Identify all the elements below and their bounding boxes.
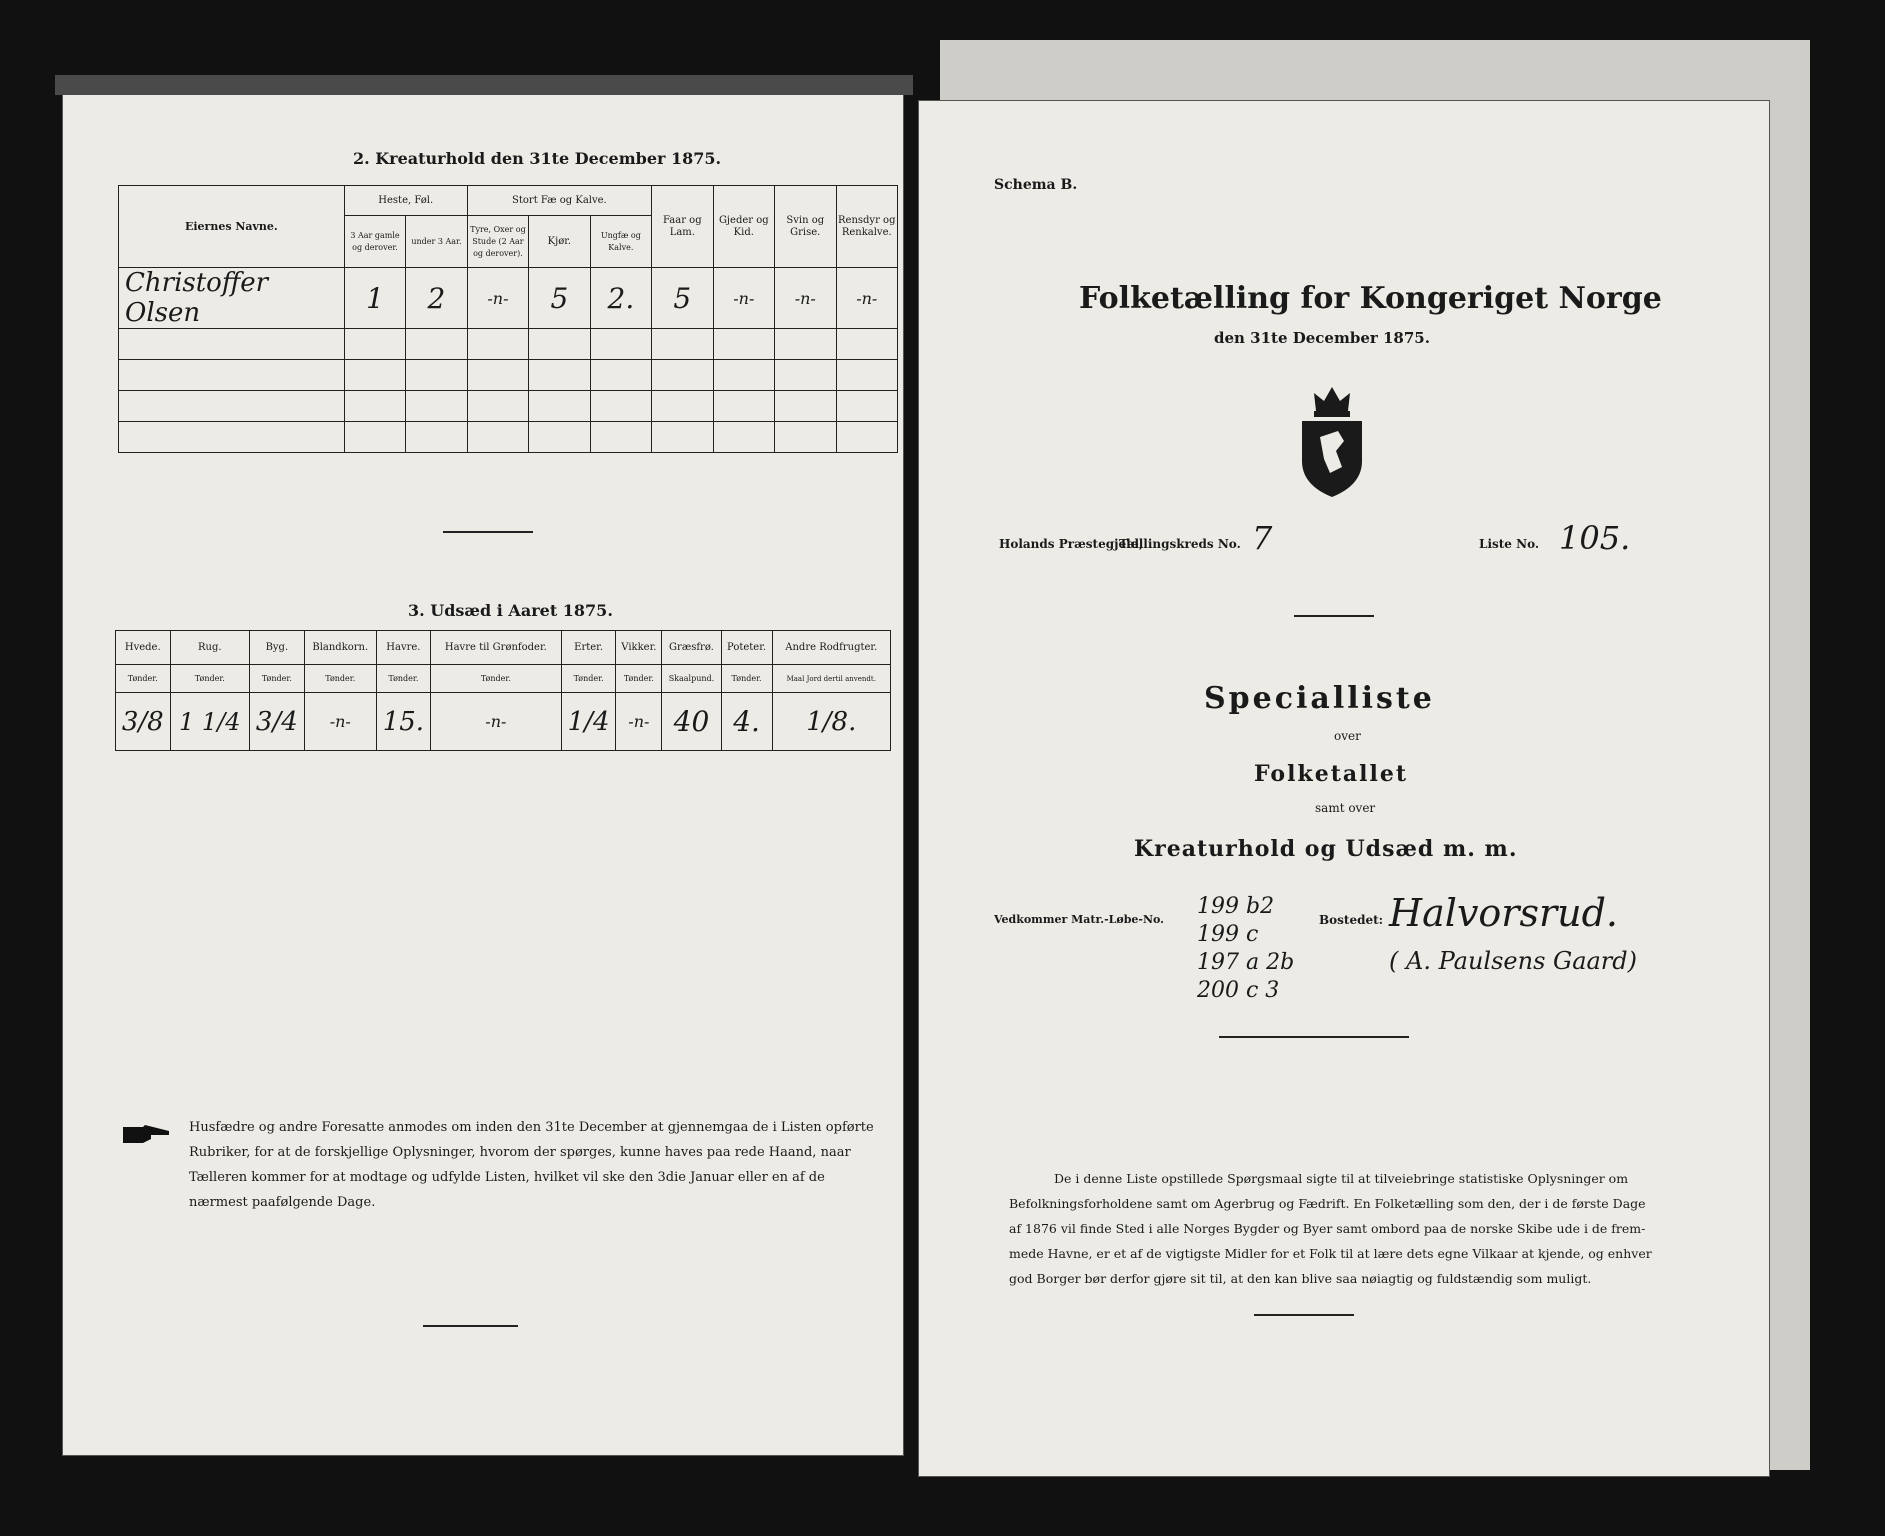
table-row	[119, 329, 898, 360]
value-cell: 1	[344, 268, 405, 329]
livestock-table	[118, 185, 898, 453]
seed-value: 15.	[376, 693, 430, 751]
seed-unit: Tønder.	[250, 665, 305, 693]
kreaturhold-heading: Kreaturhold og Udsæd m. m.	[1134, 836, 1518, 862]
right-page	[918, 100, 1770, 1477]
seed-header: Havre til Grønfoder.	[430, 631, 561, 665]
seed-header: Græsfrø.	[662, 631, 721, 665]
seed-unit: Tønder.	[430, 665, 561, 693]
divider	[423, 1325, 518, 1327]
schema-label: Schema B.	[994, 177, 1078, 193]
table-row	[119, 422, 898, 453]
tyre-header: Tyre, Oxer og Stude (2 Aar og derover).	[467, 216, 528, 268]
liste-label: Liste No.	[1479, 537, 1540, 551]
footer-line: Befolkningsforholdene samt om Agerbrug og Fædrift. En Folketælling som den, der i de første Dage	[1009, 1196, 1646, 1211]
left-page	[62, 84, 904, 1456]
value-cell: -n-	[467, 268, 528, 329]
tellingskreds-label: Tællingskreds No.	[1119, 537, 1241, 551]
heste-young-header: under 3 Aar.	[406, 216, 467, 268]
seed-header: Hvede.	[116, 631, 171, 665]
folketallet-heading: Folketallet	[1254, 761, 1408, 787]
kjor-header: Kjør.	[529, 216, 590, 268]
owner-name: Christoffer Olsen	[119, 268, 345, 329]
seed-value: -n-	[304, 693, 376, 751]
section3-title: 3. Udsæd i Aaret 1875.	[408, 601, 613, 620]
bosted-label: Bostedet:	[1319, 913, 1384, 927]
matr-values	[1197, 893, 1294, 1005]
rensdyr-header: Rensdyr og Renkalve.	[836, 186, 898, 268]
seed-header: Andre Rodfrugter.	[772, 631, 890, 665]
matr-value: 200 c 3	[1197, 978, 1280, 1003]
seed-unit: Tønder.	[116, 665, 171, 693]
table-row	[119, 360, 898, 391]
liste-value: 105.	[1559, 519, 1631, 557]
bosted-value: Halvorsrud.	[1389, 891, 1619, 935]
seed-value: 1/4	[561, 693, 616, 751]
seed-header: Byg.	[250, 631, 305, 665]
samt-over-text: samt over	[1315, 801, 1376, 815]
page-edge-shadow	[55, 75, 913, 95]
seed-header: Erter.	[561, 631, 616, 665]
divider	[1294, 615, 1374, 617]
seed-unit: Tønder.	[561, 665, 616, 693]
notice-line: Husfædre og andre Foresatte anmodes om inden den 31te December at gjennemgaa de i Listen opførte	[189, 1120, 874, 1135]
notice-text	[189, 1115, 889, 1215]
seed-value: 1/8.	[772, 693, 890, 751]
seed-header: Vikker.	[616, 631, 662, 665]
table-row	[116, 693, 891, 751]
document-title: Folketælling for Kongeriget Norge	[1079, 281, 1662, 316]
svin-header: Svin og Grise.	[775, 186, 836, 268]
seed-value: 3/8	[116, 693, 171, 751]
bosted-note: ( A. Paulsens Gaard)	[1389, 947, 1638, 975]
seed-unit: Tønder.	[616, 665, 662, 693]
seed-value: 40	[662, 693, 721, 751]
seed-header: Poteter.	[721, 631, 772, 665]
divider	[1254, 1314, 1354, 1316]
seed-value: 4.	[721, 693, 772, 751]
owner-header: Eiernes Navne.	[119, 186, 345, 268]
over-text: over	[1334, 729, 1361, 743]
ungfae-header: Ungfæ og Kalve.	[590, 216, 651, 268]
value-cell: -n-	[775, 268, 836, 329]
tellingskreds-value: 7	[1252, 519, 1273, 557]
matr-value: 197 a 2b	[1197, 950, 1295, 975]
section2-title: 2. Kreaturhold den 31te December 1875.	[353, 149, 722, 168]
prestegjeld-label: Holands Præstegjeld,	[999, 537, 1144, 551]
notice-line: Rubriker, for at de forskjellige Oplysninger, hvorom der spørges, kunne haves paa rede Haand, naar	[189, 1145, 851, 1160]
footer-line: mede Havne, er et af de vigtigste Midler for et Folk til at lære dets egne Vilkaar at kjende, og enhver	[1009, 1246, 1652, 1261]
value-cell: 2	[406, 268, 467, 329]
seed-header: Blandkorn.	[304, 631, 376, 665]
table-row	[119, 268, 898, 329]
notice-line: nærmest paafølgende Dage.	[189, 1195, 376, 1210]
notice-line: Tælleren kommer for at modtage og udfylde Listen, hvilket vil ske den 3die Januar eller en af de	[189, 1170, 825, 1185]
divider	[443, 531, 533, 533]
table-row	[119, 391, 898, 422]
seed-unit: Skaalpund.	[662, 665, 721, 693]
faar-header: Faar og Lam.	[652, 186, 713, 268]
seed-value: -n-	[430, 693, 561, 751]
specialliste-heading: Specialliste	[1204, 681, 1435, 716]
matr-label: Vedkommer Matr.-Løbe-No.	[994, 913, 1164, 926]
seed-header: Havre.	[376, 631, 430, 665]
value-cell: 5	[652, 268, 713, 329]
seed-unit: Tønder.	[170, 665, 250, 693]
matr-value: 199 c	[1197, 922, 1259, 947]
seed-header: Rug.	[170, 631, 250, 665]
seed-value: 1 1/4	[170, 693, 250, 751]
value-cell: 5	[529, 268, 590, 329]
seed-unit: Tønder.	[721, 665, 772, 693]
value-cell: -n-	[836, 268, 898, 329]
seed-unit: Tønder.	[304, 665, 376, 693]
seed-value: -n-	[616, 693, 662, 751]
footer-line: De i denne Liste opstillede Spørgsmaal sigte til at tilveiebringe statistiske Oplysninger om	[1054, 1171, 1629, 1186]
value-cell: -n-	[713, 268, 774, 329]
pointing-hand-icon	[121, 1123, 173, 1145]
footer-line: god Borger bør derfor gjøre sit til, at den kan blive saa nøiagtig og fuldstændig som muligt.	[1009, 1271, 1592, 1286]
heste-header: Heste, Føl.	[344, 186, 467, 216]
stort-header: Stort Fæ og Kalve.	[467, 186, 651, 216]
footer-text	[1009, 1166, 1709, 1291]
seed-unit: Tønder.	[376, 665, 430, 693]
gjeder-header: Gjeder og Kid.	[713, 186, 774, 268]
seed-unit: Maal Jord dertil anvendt.	[772, 665, 890, 693]
value-cell: 2.	[590, 268, 651, 329]
heste-old-header: 3 Aar gamle og derover.	[344, 216, 405, 268]
divider	[1219, 1036, 1409, 1038]
matr-value: 199 b2	[1197, 894, 1275, 919]
footer-line: af 1876 vil finde Sted i alle Norges Bygder og Byer samt ombord paa de norske Skibe ude i de frem-	[1009, 1221, 1646, 1236]
document-subtitle: den 31te December 1875.	[1214, 329, 1430, 347]
seed-table	[115, 630, 891, 751]
coat-of-arms-icon	[1294, 381, 1370, 501]
seed-value: 3/4	[250, 693, 305, 751]
